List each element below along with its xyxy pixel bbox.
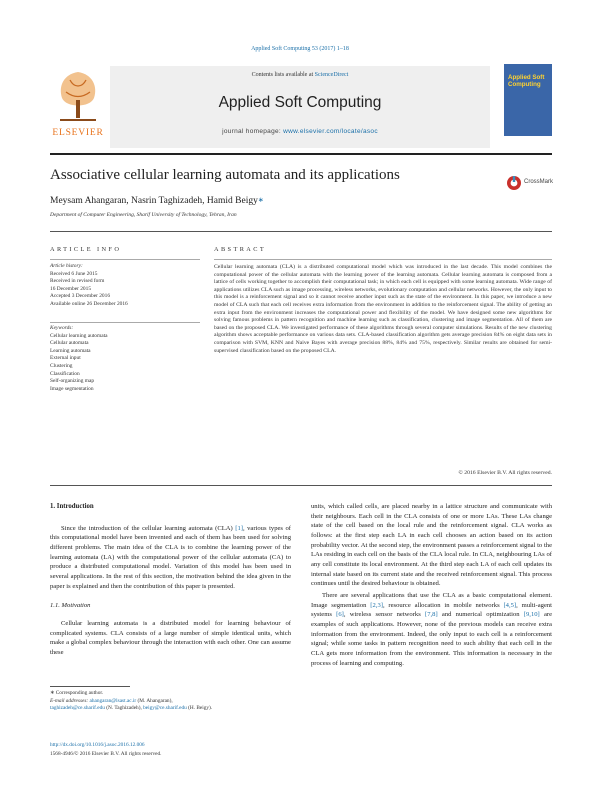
doi-link[interactable]: http://dx.doi.org/10.1016/j.asoc.2016.12.006 — [50, 742, 145, 748]
elsevier-tree-logo-icon — [50, 66, 106, 136]
history-item: Received in revised form — [50, 278, 105, 285]
journal-homepage — [110, 128, 490, 135]
article-title: Associative cellular learning automata and its applications — [50, 167, 400, 183]
author-names: Meysam Ahangaran, Nasrin Taghizadeh, Hamid Beigy — [50, 196, 258, 206]
corresponding-author-note: ∗ Corresponding author. — [50, 690, 104, 696]
keyword-item: Image segmentation — [50, 385, 94, 392]
applications-text: There are several applications that use the CLA as a basic computational element. Image segmentation — [311, 591, 552, 609]
keywords-label: Keywords: — [50, 325, 74, 331]
contents-prefix: Contents lists available at — [251, 72, 315, 78]
reference-link[interactable]: [2,3] — [370, 601, 383, 609]
homepage-label: journal homepage: — [222, 128, 284, 135]
homepage-url-link[interactable]: www.elsevier.com/locate/asoc — [283, 128, 378, 135]
journal-name: Applied Soft Computing — [218, 94, 382, 111]
crossmark-icon — [506, 175, 522, 191]
history-label: Article history: — [50, 263, 83, 269]
abstract-bottom-divider — [50, 485, 552, 486]
header-divider — [50, 153, 552, 155]
reference-link[interactable]: [1] — [235, 524, 243, 532]
keyword-item: Cellular learning automata — [50, 332, 108, 339]
title-divider — [50, 231, 552, 232]
abstract-heading: ABSTRACT — [214, 246, 267, 253]
section-heading-introduction: 1. Introduction — [50, 503, 94, 510]
email-link[interactable]: ahangaran@lsast.ac.ir — [89, 697, 137, 704]
motivation-paragraph: Cellular learning automata is a distributed model for learning behaviour of complicated systems. CLA consists of a large number of simple identical units, which make a global complex behaviour through the interaction with each other. One can assume these — [50, 619, 291, 656]
article-info-divider — [50, 259, 200, 260]
abstract-divider — [214, 259, 552, 260]
reference-link[interactable]: [7,8] — [425, 611, 438, 619]
author-list — [50, 196, 264, 206]
intro-text-b: , various types of this computational model have been invented and each of them has been used for solving different problems. The main idea of the CLA is to combine the learning power of the learning automata (LA) with the computational power of the cellular automata (CA) to produce a distributed computational model. Variation of this model has been used in several applications. In the rest of this section, the motivation behind the idea given in the paper is explained and then the contribution of this paper is presented. — [50, 524, 291, 590]
email-addresses-cont — [50, 705, 291, 713]
history-item: Available online 26 December 2016 — [50, 300, 128, 307]
elsevier-wordmark: ELSEVIER — [52, 128, 104, 138]
cla-description-paragraph: units, which called cells, are placed nearby in a lattice structure and communicate with their neighbours. Each cell in the CLA consists of one or more LAs. These LAs change state of the cell based on the local rule and the reinforcement signal. CLA works as follows: at the first step each LA in each cell chooses an action based on its action probability vector. At the second step, the environment passes a reinforcement signal to the LAs residing in each cell on the basis of the CLA local rule. In CLA, neighbouring LAs of any cell constitute its local environment. At the third step each LA of each cell updates its internal state based on its current state and the received reinforcement signal. This process continues until the desired behaviour is obtained. — [311, 503, 552, 588]
keyword-item: Clustering — [50, 362, 73, 369]
email-owner: (M. Ahangaran), — [136, 697, 173, 704]
keyword-item: Self-organizing map — [50, 378, 95, 385]
journal-citation-link[interactable]: Applied Soft Computing 53 (2017) 1–18 — [251, 46, 349, 52]
corresponding-author-mark[interactable]: ∗ — [257, 196, 264, 204]
history-item: 16 December 2015 — [50, 285, 92, 292]
crossmark-button[interactable] — [506, 175, 552, 193]
intro-paragraph — [50, 524, 291, 592]
applications-text: are examples of such applications. However, none of the previous models can receive extra information from the environment. Indeed, the only input to each cell is a reinforcement signal; while some tasks in pattern recognition need to such ability that each cell in the CLA gets more information from the environment. This information is necessary in the process of learning and computing. — [311, 611, 553, 667]
subsection-heading-motivation: 1.1. Motivation — [50, 602, 91, 610]
intro-text-a: Since the introduction of the cellular learning automata (CLA) — [61, 524, 236, 532]
applications-text: , wireless sensor networks — [343, 611, 426, 619]
keywords-divider — [50, 322, 200, 323]
applications-text: and numerical optimization — [437, 611, 524, 619]
journal-cover-image — [504, 64, 552, 136]
keyword-item: Learning automata — [50, 347, 91, 354]
history-item: Accepted 3 December 2016 — [50, 293, 111, 300]
footnote-divider — [50, 686, 130, 687]
applications-text: , multi-agent systems — [311, 601, 552, 619]
keyword-item: Cellular automata — [50, 340, 89, 347]
article-history — [50, 263, 200, 309]
crossmark-label: CrossMark — [524, 179, 554, 185]
sciencedirect-link[interactable]: ScienceDirect — [314, 72, 349, 78]
email-owner: (H. Beigy). — [186, 705, 213, 712]
abstract-text: Cellular learning automata (CLA) is a distributed computational model which was introduced in the last decade. This model combines the computational power of the cellular automata with the learning power of the learning automata. Cellular learning automata is composed from a lattice of cells working together to accomplish their computational task; in which each cell is equipped with some learning automata. Wide range of applications utilizes CLA such as image processing, wireless networks, evolutionary computation and cellular networks. However, the only input to this model is a reinforcement signal and so it cannot receive another input such as the state of the environment. In this paper, we introduce a new model of CLA such that each cell receives extra information from the environment in addition to the reinforcement signal. The ability of getting an extra input from the environment increases the computational power and flexibility of the model. We have designed some new algorithms for solving famous problems in pattern recognition and machine learning such as classification, clustering and image segmentation. All of them are based on the proposed CLA. We investigated performance of these algorithms through several computer simulations. Results of the new clustering algorithm shows acceptable performance on various data sets. CLA-based classification algorithm gets average precision 84% on eight data sets in comparison with SVM, KNN and Naive Bayes with average precision 88%, 84% and 75%, respectively. Similar results are obtained for semi-supervised classification based on the proposed CLA. — [214, 264, 552, 354]
body-right-column — [311, 502, 552, 670]
affiliation: Department of Computer Engineering, Sharif University of Technology, Tehran, Iran — [50, 212, 237, 218]
email-link[interactable]: taghizadeh@ce.sharif.edu — [50, 705, 105, 712]
email-label: E-mail addresses: — [50, 697, 90, 704]
abstract-copyright: © 2016 Elsevier B.V. All rights reserved. — [458, 470, 552, 476]
cover-title: Applied Soft Computing — [508, 74, 545, 88]
reference-link[interactable]: [9,10] — [523, 611, 540, 619]
history-item: Received 6 June 2015 — [50, 270, 98, 277]
issn-copyright: 1568-4946/© 2016 Elsevier B.V. All rights reserved. — [50, 751, 162, 757]
email-link[interactable]: beigy@ce.sharif.edu — [143, 705, 187, 712]
reference-link[interactable]: [6] — [336, 611, 344, 619]
applications-text: , resource allocation in mobile networks — [382, 601, 504, 609]
keyword-item: External input — [50, 355, 81, 362]
body-left-column — [50, 502, 291, 660]
email-owner: (N. Taghizadeh), — [104, 705, 144, 712]
article-info-heading: ARTICLE INFO — [50, 246, 122, 253]
footnotes — [50, 690, 291, 713]
reference-link[interactable]: [4,5] — [503, 601, 517, 609]
applications-paragraph — [311, 591, 552, 668]
keywords-list — [50, 325, 200, 393]
keyword-item: Classification — [50, 370, 80, 377]
contents-line — [110, 72, 490, 78]
